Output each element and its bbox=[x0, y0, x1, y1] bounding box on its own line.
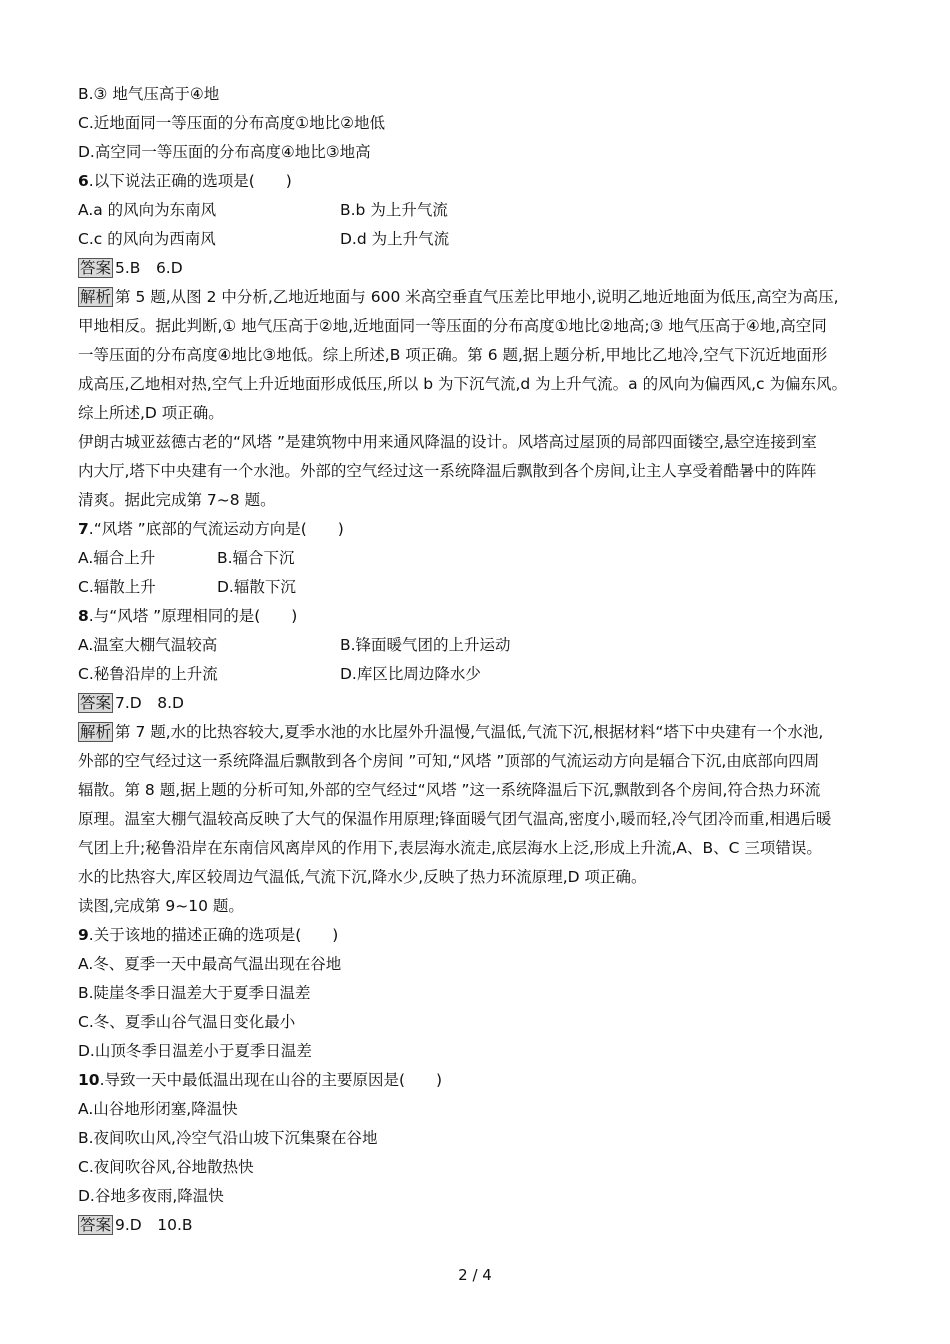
passage-line-3: 清爽。据此完成第 7~8 题。 bbox=[78, 491, 276, 509]
q9-option-d: D.山顶冬季日温差小于夏季日温差 bbox=[78, 1042, 312, 1060]
q7-option-a: A.辐合上升 bbox=[78, 549, 156, 567]
q8-option-b: B.锋面暖气团的上升运动 bbox=[340, 636, 511, 654]
answer-tag: 答案 bbox=[80, 694, 112, 712]
q7-stem-text: .“风塔 ”底部的气流运动方向是( ) bbox=[88, 520, 344, 538]
analysis-tag: 解析 bbox=[80, 288, 112, 306]
analysis-5-6-line-4: 成高压,乙地相对热,空气上升近地面形成低压,所以 b 为下沉气流,d 为上升气流。a 的风向为偏西风,c 为偏东风。 bbox=[78, 375, 847, 393]
analysis-tag: 解析 bbox=[80, 723, 112, 741]
q8-options-row1 bbox=[78, 635, 878, 655]
analysis-7-8-line-2: 外部的空气经过这一系统降温后飘散到各个房间 ”可知,“风塔 ”顶部的气流运动方向是辐合下沉,由底部向四周 bbox=[78, 752, 820, 770]
q10-stem-text: .导致一天中最低温出现在山谷的主要原因是( ) bbox=[99, 1071, 443, 1089]
q6-option-a: A.a 的风向为东南风 bbox=[78, 201, 217, 219]
q7-stem bbox=[78, 519, 344, 539]
q7-options-row2 bbox=[78, 577, 478, 597]
q6-options-row2 bbox=[78, 229, 878, 249]
q9-stem bbox=[78, 925, 338, 945]
q10-stem bbox=[78, 1070, 442, 1090]
answer-7-8 bbox=[78, 693, 184, 713]
q7-option-b: B.辐合下沉 bbox=[217, 549, 295, 567]
analysis-5-6-line-5: 综上所述,D 项正确。 bbox=[78, 404, 224, 422]
q6-option-d: D.d 为上升气流 bbox=[340, 230, 450, 248]
q8-stem bbox=[78, 606, 297, 626]
analysis-5-6-line-1: 解析 第 5 题,从图 2 中分析,乙地近地面与 600 米高空垂直气压差比甲地小,说明乙地近地面为低压,高空为高压, bbox=[80, 288, 839, 306]
q6-stem-text: .以下说法正确的选项是( ) bbox=[88, 172, 292, 190]
answer-tag: 答案 bbox=[80, 259, 112, 277]
intro-9-10: 读图,完成第 9~10 题。 bbox=[78, 897, 244, 915]
q9-option-b: B.陡崖冬季日温差大于夏季日温差 bbox=[78, 984, 311, 1002]
analysis-7-8-line-6: 水的比热容大,库区较周边气温低,气流下沉,降水少,反映了热力环流原理,D 项正确。 bbox=[78, 868, 647, 886]
q10-option-c: C.夜间吹谷风,谷地散热快 bbox=[78, 1158, 254, 1176]
q5-option-d: D.高空同一等压面的分布高度④地比③地高 bbox=[78, 143, 371, 161]
q9-option-a: A.冬、夏季一天中最高气温出现在谷地 bbox=[78, 955, 342, 973]
page-number: 2 / 4 bbox=[458, 1266, 492, 1284]
q5-option-b: B.③ 地气压高于④地 bbox=[78, 85, 220, 103]
q8-number: 8 bbox=[78, 607, 89, 625]
q6-option-c: C.c 的风向为西南风 bbox=[78, 230, 216, 248]
analysis-7-8-line-3: 辐散。第 8 题,据上题的分析可知,外部的空气经过“风塔 ”这一系统降温后下沉,飘散到各个房间,符合热力环流 bbox=[78, 781, 821, 799]
analysis-5-6-line-3: 一等压面的分布高度④地比③地低。综上所述,B 项正确。第 6 题,据上题分析,甲地比乙地冷,空气下沉近地面形 bbox=[78, 346, 828, 364]
q8-option-a: A.温室大棚气温较高 bbox=[78, 636, 218, 654]
q8-option-d: D.库区比周边降水少 bbox=[340, 665, 481, 683]
answer-text: 5.B 6.D bbox=[115, 259, 183, 277]
passage-line-1: 伊朗古城亚兹德古老的“风塔 ”是建筑物中用来通风降温的设计。风塔高过屋顶的局部四面镂空,悬空连接到室 bbox=[78, 433, 817, 451]
analysis-5-6-line-2: 甲地相反。据此判断,① 地气压高于②地,近地面同一等压面的分布高度①地比②地高;③ 地气压高于④地,高空同 bbox=[78, 317, 827, 335]
q9-option-c: C.冬、夏季山谷气温日变化最小 bbox=[78, 1013, 296, 1031]
answer-5-6 bbox=[78, 258, 183, 278]
analysis-7-8-line-1: 解析 第 7 题,水的比热容较大,夏季水池的水比屋外升温慢,气温低,气流下沉,根据材料“塔下中央建有一个水池, bbox=[80, 723, 824, 741]
q10-option-b: B.夜间吹山风,冷空气沿山坡下沉集聚在谷地 bbox=[78, 1129, 378, 1147]
q8-option-c: C.秘鲁沿岸的上升流 bbox=[78, 665, 218, 683]
q8-stem-text: .与“风塔 ”原理相同的是( ) bbox=[88, 607, 298, 625]
passage-line-2: 内大厅,塔下中央建有一个水池。外部的空气经过这一系统降温后飘散到各个房间,让主人享受着酷暑中的阵阵 bbox=[78, 462, 817, 480]
q10-number: 10 bbox=[78, 1071, 100, 1089]
q6-options-row1 bbox=[78, 200, 878, 220]
q7-option-c: C.辐散上升 bbox=[78, 578, 156, 596]
analysis-7-8-line-4: 原理。温室大棚气温较高反映了大气的保温作用原理;锋面暖气团气温高,密度小,暖而轻,冷气团冷而重,相遇后暖 bbox=[78, 810, 832, 828]
q6-option-b: B.b 为上升气流 bbox=[340, 201, 448, 219]
q9-stem-text: .关于该地的描述正确的选项是( ) bbox=[88, 926, 339, 944]
q9-number: 9 bbox=[78, 926, 89, 944]
q6-stem bbox=[78, 171, 292, 191]
q6-number: 6 bbox=[78, 172, 89, 190]
answer-text: 7.D 8.D bbox=[115, 694, 184, 712]
q8-options-row2 bbox=[78, 664, 878, 684]
answer-tag: 答案 bbox=[80, 1216, 112, 1234]
q10-option-a: A.山谷地形闭塞,降温快 bbox=[78, 1100, 238, 1118]
answer-text: 9.D 10.B bbox=[115, 1216, 193, 1234]
analysis-7-8-line-5: 气团上升;秘鲁沿岸在东南信风离岸风的作用下,表层海水流走,底层海水上泛,形成上升流,A、B、C 三项错误。 bbox=[78, 839, 822, 857]
q7-option-d: D.辐散下沉 bbox=[217, 578, 296, 596]
q10-option-d: D.谷地多夜雨,降温快 bbox=[78, 1187, 224, 1205]
answer-9-10 bbox=[78, 1215, 193, 1235]
q5-option-c: C.近地面同一等压面的分布高度①地比②地低 bbox=[78, 114, 386, 132]
q7-number: 7 bbox=[78, 520, 89, 538]
q7-options-row1 bbox=[78, 548, 478, 568]
